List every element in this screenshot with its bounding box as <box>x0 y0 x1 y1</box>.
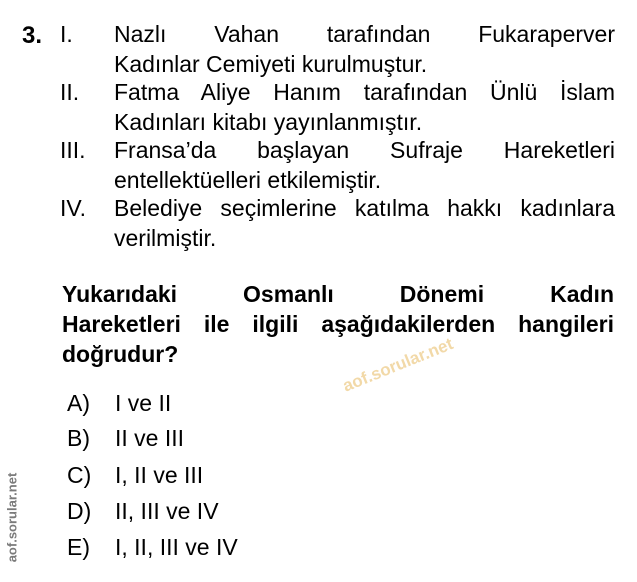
option-c-text: I, II ve III <box>115 462 204 488</box>
option-a-text: I ve II <box>115 390 172 416</box>
statement-4-numeral: IV. <box>60 195 87 221</box>
statement-1-line-1: Nazlı Vahan tarafından Fukaraperver <box>114 21 615 47</box>
statement-4-line-2: verilmiştir. <box>114 224 217 251</box>
statement-3-numeral: III. <box>60 137 86 163</box>
option-d[interactable] <box>67 497 219 525</box>
option-c[interactable] <box>67 461 203 489</box>
question-prompt-line-2: Hareketleri ile ilgili aşağıdakilerden hangileri <box>62 311 614 337</box>
watermark-diagonal: aof.sorular.net <box>340 334 456 396</box>
statement-1 <box>60 20 615 79</box>
statement-1-line-2: Kadınlar Cemiyeti kurulmuştur. <box>114 50 428 77</box>
watermark-side: aof.sorular.net <box>4 472 20 563</box>
statement-3-line-2: entellektüelleri etkilemiştir. <box>114 166 382 193</box>
option-b-letter: B) <box>67 425 90 451</box>
statement-2-numeral: II. <box>60 79 80 105</box>
statement-4 <box>60 194 615 253</box>
statement-2 <box>60 78 615 137</box>
option-a[interactable] <box>67 389 171 417</box>
statement-3 <box>60 136 615 195</box>
statement-2-line-2: Kadınları kitabı yayınlanmıştır. <box>114 108 423 135</box>
option-a-letter: A) <box>67 390 90 416</box>
statement-1-numeral: I. <box>60 21 73 47</box>
statement-2-line-1: Fatma Aliye Hanım tarafından Ünlü İslam <box>114 79 615 105</box>
question-number: 3. <box>22 22 43 49</box>
option-e-text: I, II, III ve IV <box>115 534 238 560</box>
option-b[interactable] <box>67 424 184 452</box>
option-d-text: II, III ve IV <box>115 498 219 524</box>
option-e[interactable] <box>67 533 238 561</box>
option-c-letter: C) <box>67 462 92 488</box>
option-e-letter: E) <box>67 534 90 560</box>
question-prompt-line-3: doğrudur? <box>62 341 179 367</box>
question-prompt-line-1: Yukarıdaki Osmanlı Dönemi Kadın <box>62 281 614 307</box>
option-d-letter: D) <box>67 498 92 524</box>
option-b-text: II ve III <box>115 425 185 451</box>
statement-4-line-1: Belediye seçimlerine katılma hakkı kadınlara <box>114 195 615 221</box>
statement-3-line-1: Fransa’da başlayan Sufraje Hareketleri <box>114 137 615 163</box>
question-prompt <box>62 279 614 369</box>
